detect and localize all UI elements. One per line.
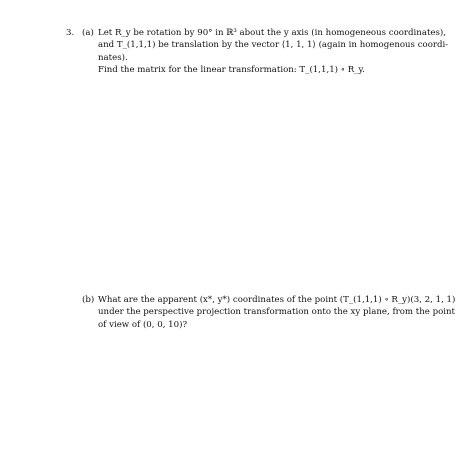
part-b-line-1: What are the apparent (x*, y*) coordinates of the point (T_(1,1,1) ∘ R_y)(3, 2, 1, 1) [98,295,456,305]
part-b-label: (b) [82,295,95,305]
part-a-line-4: Find the matrix for the linear transformation: T_(1,1,1) ∘ R_y. [98,65,365,76]
part-a-text [98,27,449,77]
part-b-text [98,294,456,331]
part-b-line-2: under the perspective projection transformation onto the xy plane, from the point [98,307,456,318]
part-a-label: (a) [82,28,94,38]
part-a-line-3: nates). [98,52,128,63]
part-b-line-3: of view of (0, 0, 10)? [98,319,188,330]
part-a [82,27,449,77]
part-a-line-2: and T_(1,1,1) be translation by the vector ⟨1, 1, 1⟩ (again in homogenous coordi- [98,40,449,51]
problem-number: 3. [66,28,75,38]
part-a-line-1: Let R_y be rotation by 90° in ℝ³ about the y axis (in homogeneous coordinates), [98,28,446,38]
part-b [82,294,456,331]
